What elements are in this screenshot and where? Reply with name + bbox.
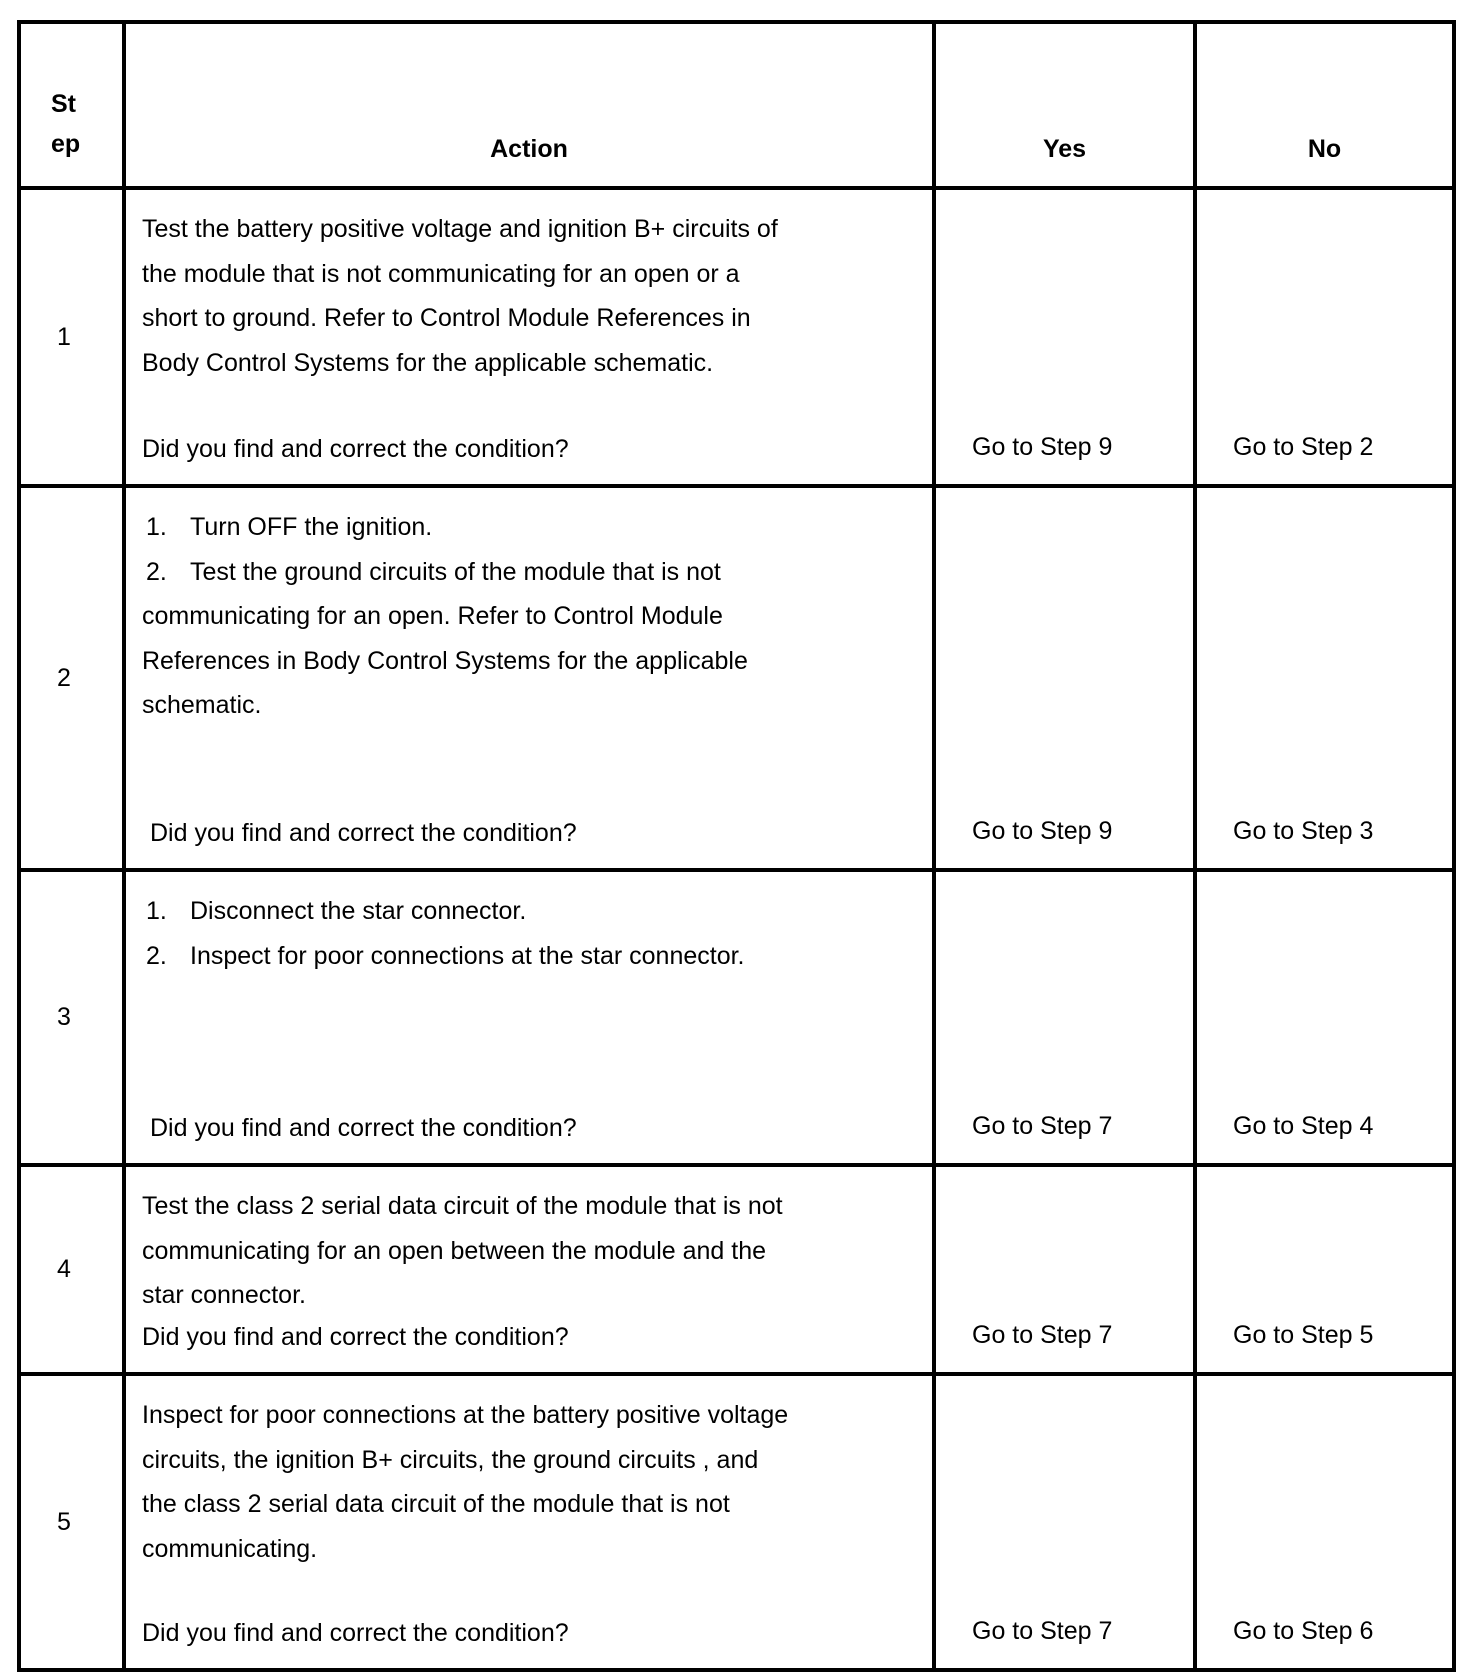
table-row [19,188,1454,486]
list-item [142,550,916,595]
question: Did you find and correct the condition? [150,819,577,848]
step-number: 5 [19,1374,124,1670]
no-link[interactable]: Go to Step 5 [1195,1165,1454,1374]
action-cell [124,1374,934,1670]
action-line: communicating. [142,1534,318,1563]
action-line: References in Body Control Systems for the applicable [142,646,748,675]
list-number: 2. [146,941,167,970]
question: Did you find and correct the condition? [142,435,569,464]
action-cell [124,1165,934,1374]
list-text: Test the ground circuits of the module that is not [190,557,721,586]
table-row [19,486,1454,870]
list-text: Turn OFF the ignition. [190,513,433,541]
yes-link[interactable]: Go to Step 7 [934,1374,1195,1670]
question: Did you find and correct the condition? [150,1114,577,1143]
list-item [142,505,916,550]
step-number: 3 [19,870,124,1165]
yes-link[interactable]: Go to Step 9 [934,188,1195,486]
action-line: communicating for an open between the module and the [142,1236,767,1265]
action-line: schematic. [142,691,262,720]
action-line: Inspect for poor connections at the battery positive voltage [142,1401,789,1429]
list-item [142,934,916,979]
question: Did you find and correct the condition? [142,1619,569,1648]
action-line: Test the class 2 serial data circuit of the module that is not [142,1192,783,1220]
action-line: Test the battery positive voltage and ignition B+ circuits of [142,215,778,243]
header-no: No [1195,22,1454,188]
header-step-line: St [51,90,76,118]
action-line: short to ground. Refer to Control Module References in [142,304,751,333]
step-number: 4 [19,1165,124,1374]
step-number: 1 [19,188,124,486]
step-number: 2 [19,486,124,870]
no-link[interactable]: Go to Step 4 [1195,870,1454,1165]
yes-link[interactable]: Go to Step 9 [934,486,1195,870]
list-number: 1. [146,897,167,925]
list-text: Disconnect the star connector. [190,897,527,925]
no-link[interactable]: Go to Step 3 [1195,486,1454,870]
yes-link[interactable]: Go to Step 7 [934,870,1195,1165]
table-row [19,870,1454,1165]
action-line: the module that is not communicating for an open or a [142,259,740,288]
action-line: communicating for an open. Refer to Control Module [142,602,723,631]
action-line: Body Control Systems for the applicable schematic. [142,348,714,377]
header-step-line: ep [51,130,81,158]
no-link[interactable]: Go to Step 2 [1195,188,1454,486]
yes-link[interactable]: Go to Step 7 [934,1165,1195,1374]
list-item [142,889,916,934]
question: Did you find and correct the condition? [142,1323,569,1352]
table-row [19,1374,1454,1670]
action-cell [124,188,934,486]
table-row [19,1165,1454,1374]
action-line: circuits, the ignition B+ circuits, the ground circuits , and [142,1445,759,1474]
action-line: the class 2 serial data circuit of the module that is not [142,1490,730,1519]
no-link[interactable]: Go to Step 6 [1195,1374,1454,1670]
diagnostic-table [17,20,1456,1672]
header-step [19,22,124,188]
action-line: star connector. [142,1281,306,1310]
list-number: 2. [146,557,167,586]
list-text: Inspect for poor connections at the star connector. [190,941,745,970]
header-yes: Yes [934,22,1195,188]
action-cell [124,870,934,1165]
list-number: 1. [146,513,167,541]
header-action: Action [124,22,934,188]
header-row [19,22,1454,188]
action-cell [124,486,934,870]
